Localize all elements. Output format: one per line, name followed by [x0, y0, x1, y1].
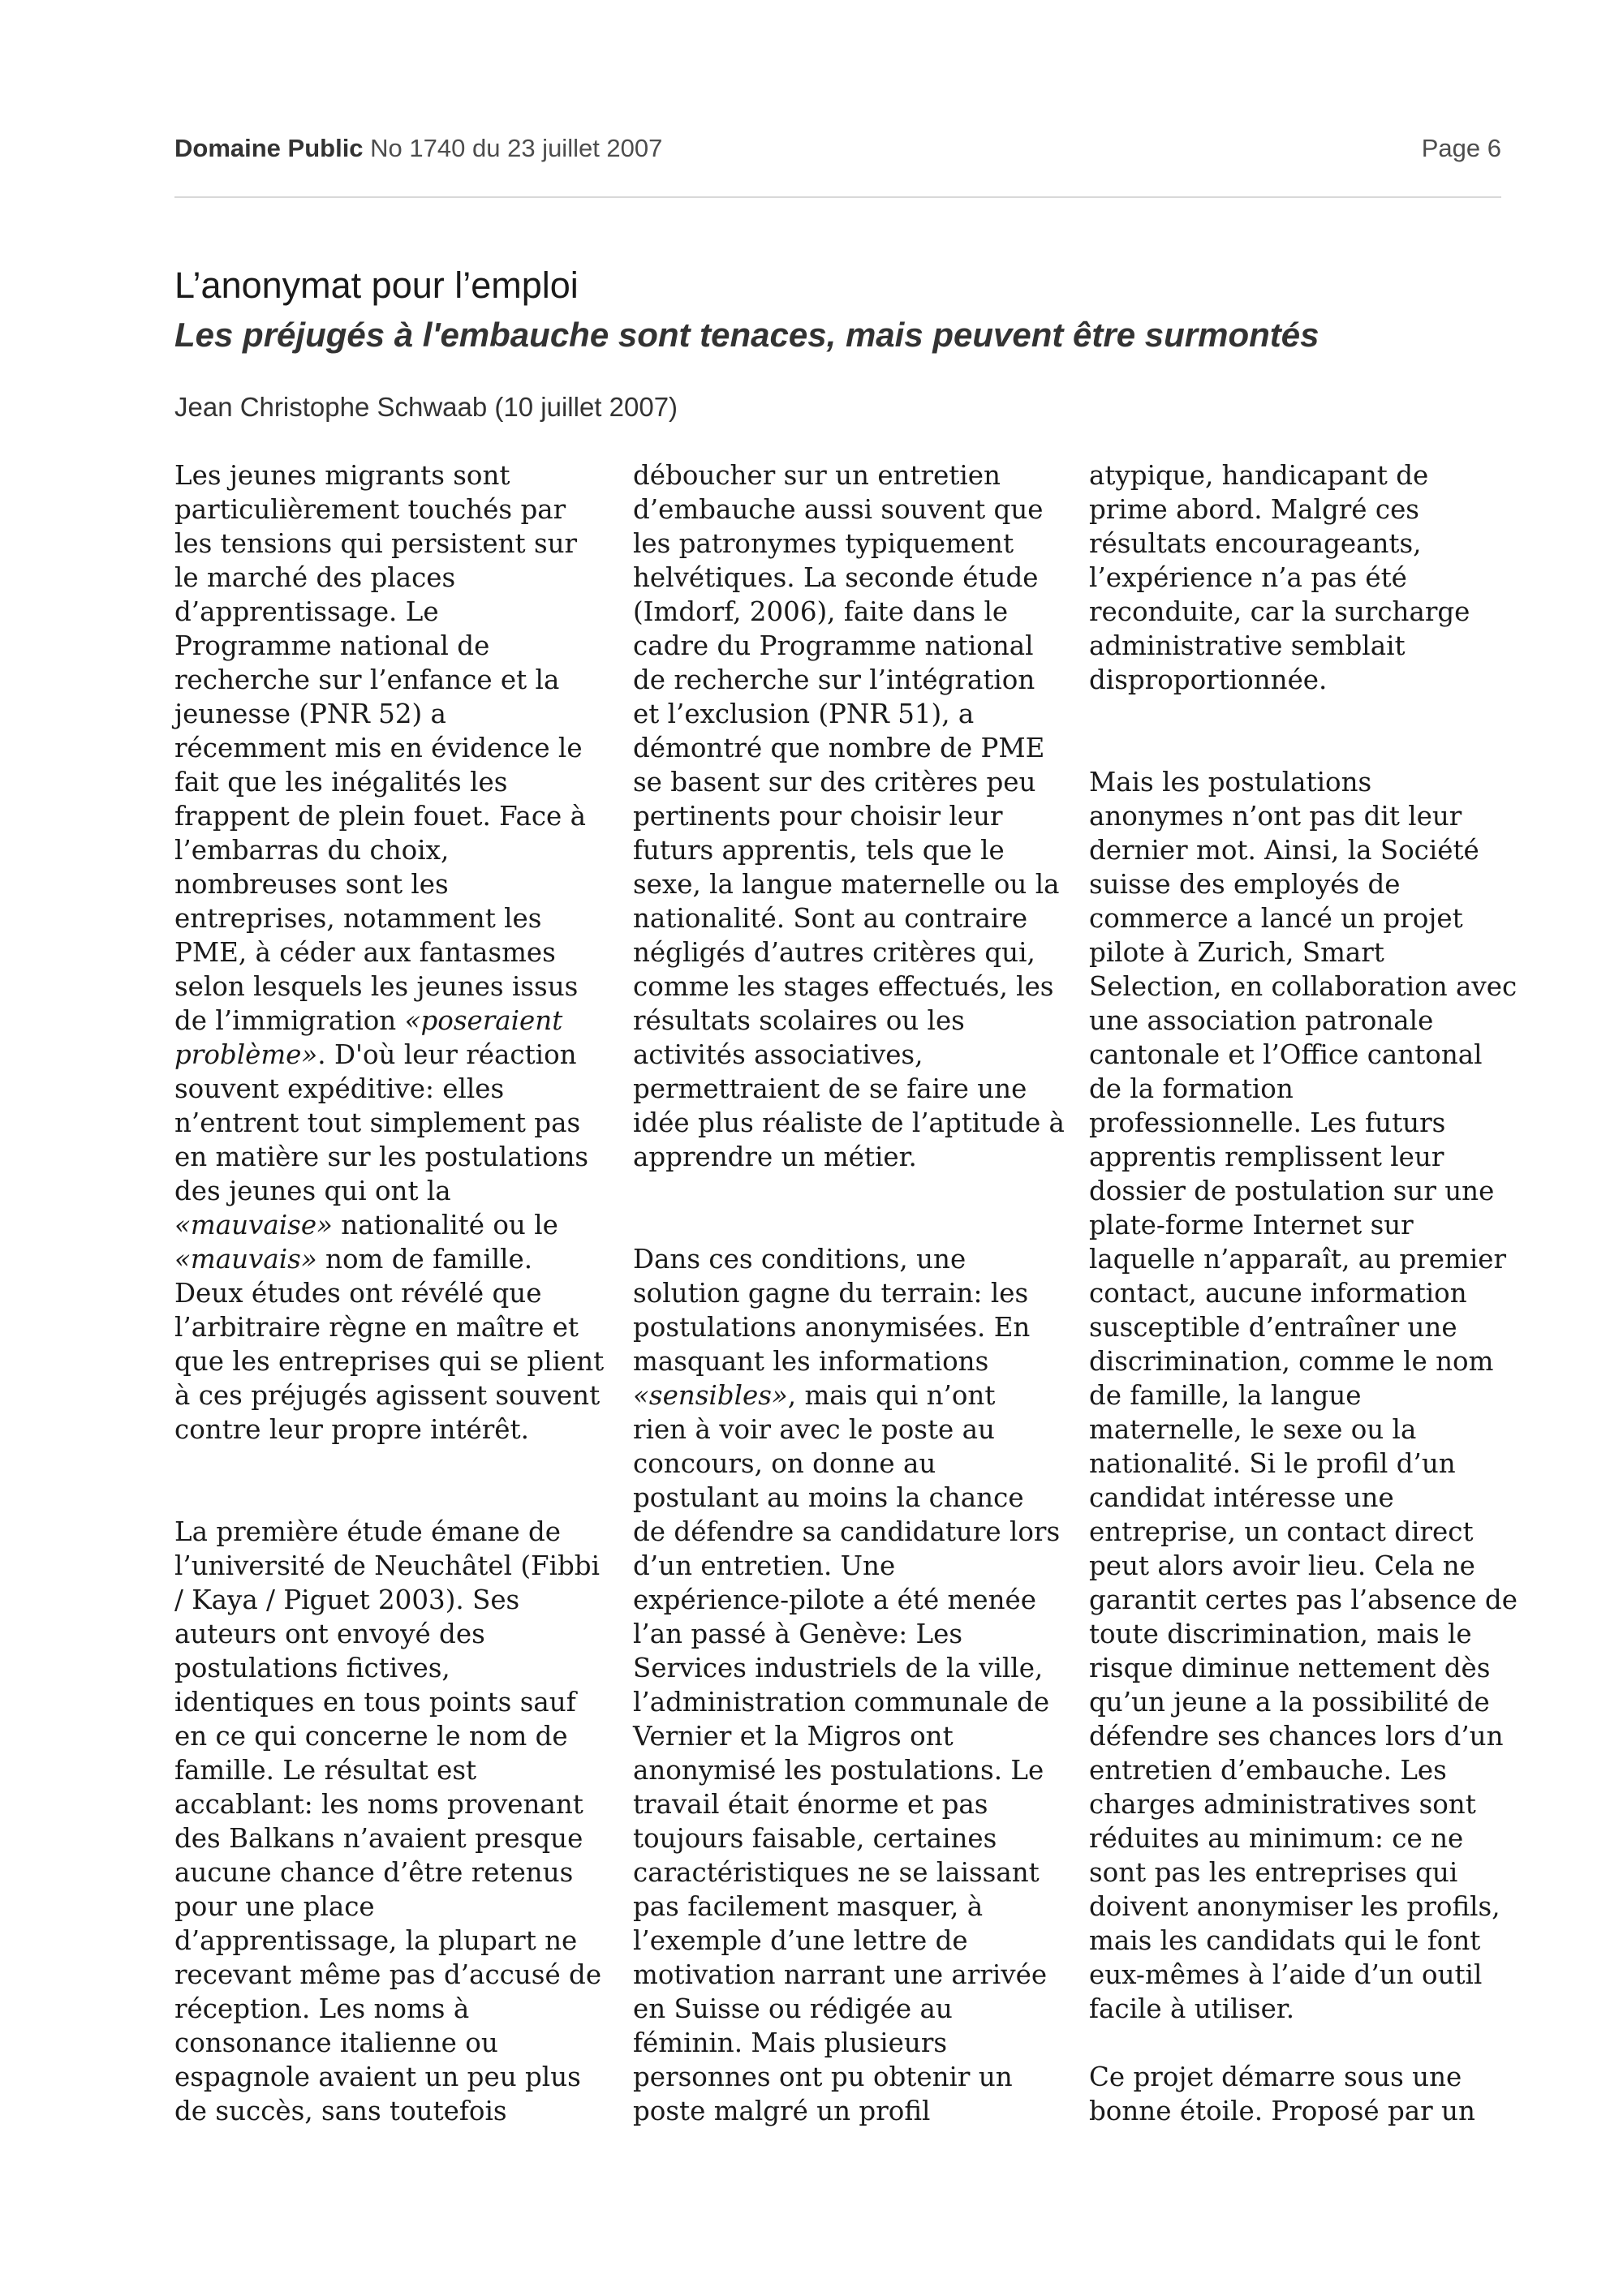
text-line: motivation narrant une arrivée	[633, 1959, 1048, 1990]
article-subtitle: Les préjugés à l'embauche sont tenaces, mais peuvent être surmontés	[174, 316, 1319, 354]
text-line: doivent anonymiser les profils,	[1089, 1891, 1500, 1922]
text-line: / Kaya / Piguet 2003). Ses	[174, 1584, 520, 1615]
text-line: Dans ces conditions, une	[633, 1244, 966, 1275]
text-line: sexe, la langue maternelle ou la	[633, 869, 1060, 900]
text-line: reconduite, car la surcharge	[1089, 596, 1470, 627]
text-line	[633, 1208, 1055, 1242]
text-line: dernier mot. Ainsi, la Société	[1089, 835, 1479, 866]
text-line	[1089, 731, 1511, 765]
text-line: d’apprentissage, la plupart ne	[174, 1925, 578, 1956]
text-line: espagnole avaient un peu plus	[174, 2062, 581, 2092]
text-column-2	[633, 458, 1065, 2128]
text-line: récemment mis en évidence le	[174, 733, 583, 763]
text-line: l’administration communale de	[633, 1687, 1050, 1718]
text-line: Les jeunes migrants sont	[174, 460, 510, 491]
text-line: fait que les inégalités les	[174, 767, 508, 798]
text-line: plate-forme Internet sur	[1089, 1210, 1414, 1240]
text-line: apprendre un métier.	[633, 1142, 917, 1172]
text-line: travail était énorme et pas	[633, 1789, 988, 1820]
text-line: pas facilement masquer, à	[633, 1891, 984, 1922]
text-line: auteurs ont envoyé des	[174, 1619, 485, 1649]
text-line: (Imdorf, 2006), faite dans le	[633, 596, 1009, 627]
text-line: garantit certes pas l’absence de	[1089, 1584, 1518, 1615]
text-line: personnes ont pu obtenir un	[633, 2062, 1013, 2092]
text-line: négligés d’autres critères qui,	[633, 937, 1035, 968]
text-line: en Suisse ou rédigée au	[633, 1993, 953, 2024]
text-line: expérience-pilote a été menée	[633, 1584, 1036, 1615]
text-line: selon lesquels les jeunes issus	[174, 971, 579, 1002]
issue-info: No 1740 du 23 juillet 2007	[370, 134, 663, 162]
text-line: Programme national de	[174, 630, 490, 661]
text-line: masquant les informations	[633, 1346, 989, 1377]
text-line: cantonale et l’Office cantonal	[1089, 1039, 1483, 1070]
text-line: toujours faisable, certaines	[633, 1823, 997, 1854]
text-line: risque diminue nettement dès	[1089, 1653, 1491, 1683]
text-line: facile à utiliser.	[1089, 1993, 1295, 2024]
text-line: consonance italienne ou	[174, 2027, 498, 2058]
text-column-3	[1089, 458, 1518, 2128]
text-line: démontré que nombre de PME	[633, 733, 1045, 763]
text-line: défendre ses chances lors d’un	[1089, 1721, 1504, 1752]
text-line: idée plus réaliste de l’aptitude à	[633, 1107, 1065, 1138]
text-line: nationalité. Si le profil d’un	[1089, 1448, 1456, 1479]
article-title: L’anonymat pour l’emploi	[174, 264, 579, 306]
text-line: postulations fictives,	[174, 1653, 450, 1683]
text-line: de défendre sa candidature lors	[633, 1516, 1061, 1547]
text-line: entretien d’embauche. Les	[1089, 1755, 1447, 1786]
text-line: Services industriels de la ville,	[633, 1653, 1044, 1683]
text-line: commerce a lancé un projet	[1089, 903, 1463, 934]
text-line: postulations anonymisées. En	[633, 1312, 1031, 1343]
text-line: contre leur propre intérêt.	[174, 1414, 529, 1445]
text-line: dossier de postulation sur une	[1089, 1176, 1495, 1206]
page-header	[174, 134, 1501, 168]
text-line: à ces préjugés agissent souvent	[174, 1380, 601, 1411]
text-line: de succès, sans toutefois	[174, 2096, 507, 2126]
text-line: rien à voir avec le poste au	[633, 1414, 995, 1445]
text-line: PME, à céder aux fantasmes	[174, 937, 556, 968]
header-divider	[174, 196, 1501, 198]
text-line: «mauvais» nom de famille.	[174, 1244, 533, 1275]
text-line: résultats scolaires ou les	[633, 1005, 965, 1036]
text-line: atypique, handicapant de	[1089, 460, 1429, 491]
text-line: d’embauche aussi souvent que	[633, 494, 1044, 525]
text-line: suisse des employés de	[1089, 869, 1401, 900]
text-line: poste malgré un profil	[633, 2096, 931, 2126]
text-line: comme les stages effectués, les	[633, 971, 1054, 1002]
text-line: en ce qui concerne le nom de	[174, 1721, 568, 1752]
text-line: pilote à Zurich, Smart	[1089, 937, 1384, 968]
text-column-1	[174, 458, 605, 2128]
text-line: futurs apprentis, tels que le	[633, 835, 1005, 866]
text-line: réception. Les noms à	[174, 1993, 470, 2024]
text-line: Selection, en collaboration avec	[1089, 971, 1518, 1002]
text-line: nombreuses sont les	[174, 869, 449, 900]
text-line: postulant au moins la chance	[633, 1482, 1024, 1513]
publication-info	[174, 134, 662, 163]
text-line: réduites au minimum: ce ne	[1089, 1823, 1464, 1854]
text-line: les patronymes typiquement	[633, 528, 1014, 559]
text-line: de famille, la langue	[1089, 1380, 1362, 1411]
article-byline: Jean Christophe Schwaab (10 juillet 2007)	[174, 392, 678, 422]
text-line	[174, 1481, 596, 1515]
text-line: d’apprentissage. Le	[174, 596, 439, 627]
text-line: de la formation	[1089, 1073, 1294, 1104]
text-line: résultats encourageants,	[1089, 528, 1422, 559]
text-line: apprentis remplissent leur	[1089, 1142, 1444, 1172]
text-line: discrimination, comme le nom	[1089, 1346, 1494, 1377]
text-line: des jeunes qui ont la	[174, 1176, 451, 1206]
page-number: Page 6	[1421, 134, 1501, 162]
text-line: disproportionnée.	[1089, 664, 1328, 695]
text-line: solution gagne du terrain: les	[633, 1278, 1029, 1309]
text-line: contact, aucune information	[1089, 1278, 1467, 1309]
text-line: charges administratives sont	[1089, 1789, 1476, 1820]
text-line: pertinents pour choisir leur	[633, 801, 1003, 832]
text-line: Vernier et la Migros ont	[633, 1721, 954, 1752]
text-line: nationalité. Sont au contraire	[633, 903, 1028, 934]
text-line: accablant: les noms provenant	[174, 1789, 583, 1820]
text-line: peut alors avoir lieu. Cela ne	[1089, 1550, 1475, 1581]
text-line: des Balkans n’avaient presque	[174, 1823, 583, 1854]
text-line: anonymisé les postulations. Le	[633, 1755, 1044, 1786]
text-line: bonne étoile. Proposé par un	[1089, 2096, 1475, 2126]
text-line	[174, 1447, 596, 1481]
text-line: recherche sur l’enfance et la	[174, 664, 560, 695]
text-line: sont pas les entreprises qui	[1089, 1857, 1458, 1888]
text-line: anonymes n’ont pas dit leur	[1089, 801, 1462, 832]
text-line: l’embarras du choix,	[174, 835, 450, 866]
text-line: toute discrimination, mais le	[1089, 1619, 1472, 1649]
text-line: pour une place	[174, 1891, 375, 1922]
text-line	[1089, 2026, 1511, 2060]
text-line: en matière sur les postulations	[174, 1142, 589, 1172]
text-line: que les entreprises qui se plient	[174, 1346, 605, 1377]
text-line: helvétiques. La seconde étude	[633, 562, 1039, 593]
text-line: de l’immigration «poseraient	[174, 1005, 563, 1036]
text-line: aucune chance d’être retenus	[174, 1857, 574, 1888]
text-line: particulièrement touchés par	[174, 494, 566, 525]
text-line: La première étude émane de	[174, 1516, 562, 1547]
text-line: concours, on donne au	[633, 1448, 936, 1479]
text-line: «sensibles», mais qui n’ont	[633, 1380, 996, 1411]
text-line: l’université de Neuchâtel (Fibbi	[174, 1550, 601, 1581]
text-line	[1089, 697, 1511, 731]
text-line: et l’exclusion (PNR 51), a	[633, 699, 975, 729]
text-line: administrative semblait	[1089, 630, 1406, 661]
text-line: déboucher sur un entretien	[633, 460, 1001, 491]
text-line: l’exemple d’une lettre de	[633, 1925, 968, 1956]
text-line: l’expérience n’a pas été	[1089, 562, 1407, 593]
text-line: candidat intéresse une	[1089, 1482, 1394, 1513]
text-line: famille. Le résultat est	[174, 1755, 477, 1786]
text-line: cadre du Programme national	[633, 630, 1034, 661]
text-line: susceptible d’entraîner une	[1089, 1312, 1457, 1343]
text-line: frappent de plein fouet. Face à	[174, 801, 587, 832]
text-line: une association patronale	[1089, 1005, 1434, 1036]
text-line: l’an passé à Genève: Les	[633, 1619, 962, 1649]
text-line: eux-mêmes à l’aide d’un outil	[1089, 1959, 1483, 1990]
text-line: identiques en tous points sauf	[174, 1687, 576, 1718]
text-line: souvent expéditive: elles	[174, 1073, 505, 1104]
text-line: Ce projet démarre sous une	[1089, 2062, 1462, 2092]
text-line: l’arbitraire règne en maître et	[174, 1312, 579, 1343]
text-line: recevant même pas d’accusé de	[174, 1959, 602, 1990]
text-line: problème». D'où leur réaction	[174, 1039, 577, 1070]
text-line: professionnelle. Les futurs	[1089, 1107, 1446, 1138]
text-line: maternelle, le sexe ou la	[1089, 1414, 1417, 1445]
text-line: mais les candidats qui le font	[1089, 1925, 1481, 1956]
text-line: de recherche sur l’intégration	[633, 664, 1035, 695]
text-line: caractéristiques ne se laissant	[633, 1857, 1040, 1888]
text-line: prime abord. Malgré ces	[1089, 494, 1419, 525]
text-line: Mais les postulations	[1089, 767, 1372, 798]
text-line: jeunesse (PNR 52) a	[174, 699, 446, 729]
text-line: le marché des places	[174, 562, 456, 593]
text-line: n’entrent tout simplement pas	[174, 1107, 581, 1138]
text-line: les tensions qui persistent sur	[174, 528, 578, 559]
text-line: laquelle n’apparaît, au premier	[1089, 1244, 1506, 1275]
text-line: d’un entretien. Une	[633, 1550, 896, 1581]
text-line: entreprises, notamment les	[174, 903, 542, 934]
publication-name: Domaine Public	[174, 134, 364, 162]
text-line: permettraient de se faire une	[633, 1073, 1027, 1104]
text-line: «mauvaise» nationalité ou le	[174, 1210, 558, 1240]
text-line: se basent sur des critères peu	[633, 767, 1036, 798]
text-line: féminin. Mais plusieurs	[633, 2027, 948, 2058]
text-line: activités associatives,	[633, 1039, 923, 1070]
text-line: Deux études ont révélé que	[174, 1278, 542, 1309]
text-line: entreprise, un contact direct	[1089, 1516, 1474, 1547]
text-line: qu’un jeune a la possibilité de	[1089, 1687, 1490, 1718]
text-line	[633, 1174, 1055, 1208]
